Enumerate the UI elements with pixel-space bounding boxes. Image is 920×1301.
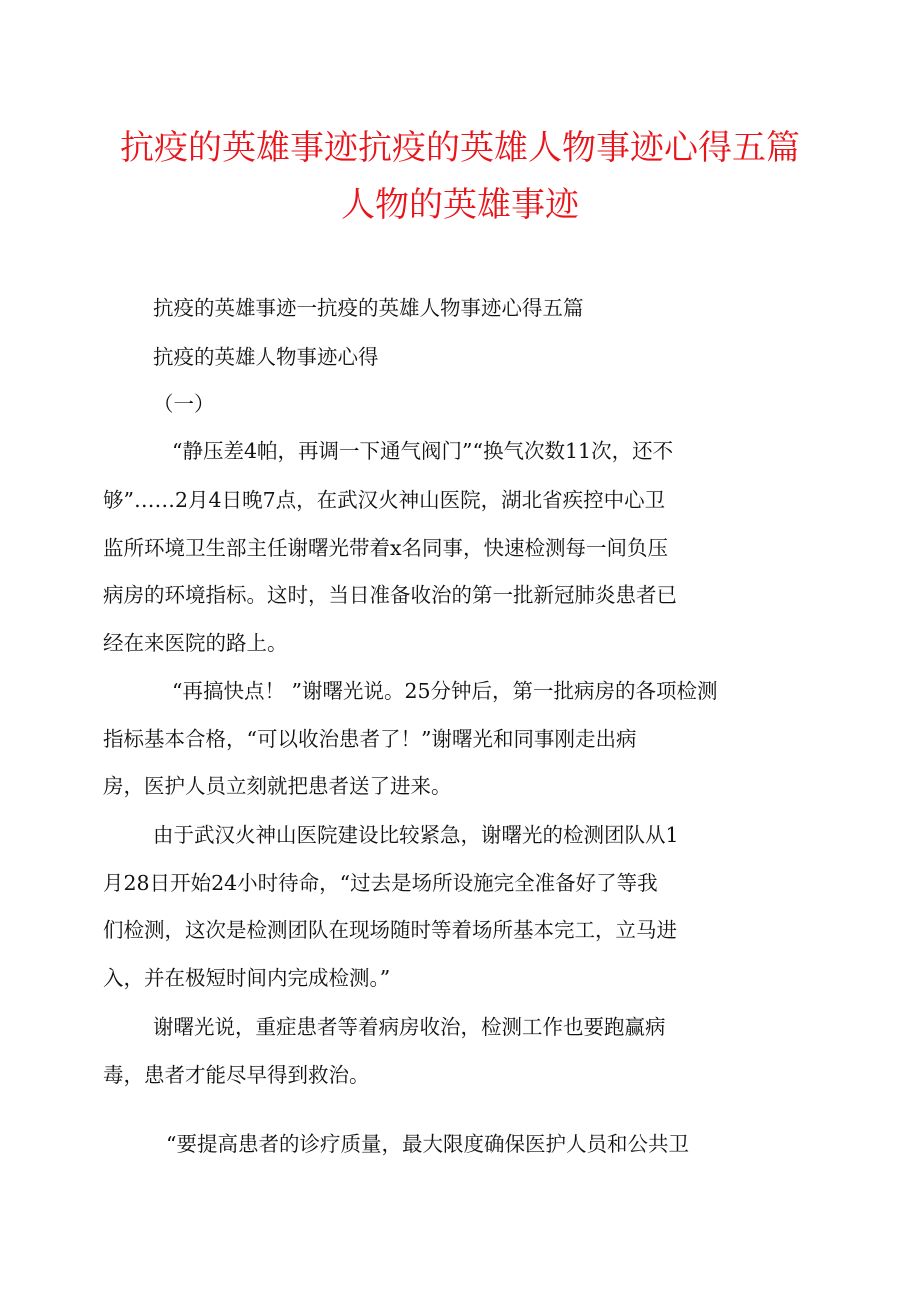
body-line-11: 房，医护人员立刻就把患者送了进来。 [103, 774, 452, 798]
document-title-line-1: 抗疫的英雄事迹抗疫的英雄人物事迹心得五篇 [120, 128, 800, 168]
body-line-2: 抗疫的英雄人物事迹心得 [153, 345, 379, 369]
body-line-7: 病房的环境指标。这时，当日准备收治的第一批新冠肺炎患者已 [103, 583, 677, 607]
body-line-9: “再搞快点！ ”谢曙光说。25分钟后，第一批病房的各项检测 [172, 679, 718, 703]
body-line-5: 够”……2月4日晚7点，在武汉火神山医院，湖北省疾控中心卫 [103, 488, 666, 512]
body-line-17: 毒，患者才能尽早得到救治。 [103, 1063, 370, 1087]
body-line-16: 谢曙光说，重症患者等着病房收治，检测工作也要跑赢病 [153, 1015, 666, 1039]
body-line-14: 们检测，这次是检测团队在现场随时等着场所基本完工，立马进 [103, 918, 677, 942]
body-line-3: （一） [153, 392, 215, 416]
body-line-15: 入，并在极短时间内完成检测。” [103, 966, 391, 990]
body-line-12: 由于武汉火神山医院建设比较紧急，谢曙光的检测团队从1 [153, 823, 679, 847]
body-line-6: 监所环境卫生部主任谢曙光带着x名同事，快速检测每一间负压 [103, 536, 669, 560]
body-line-10: 指标基本合格，“可以收治患者了！”谢曙光和同事刚走出病 [103, 727, 637, 751]
body-line-13: 月28日开始24小时待命，“过去是场所设施完全准备好了等我 [103, 871, 658, 895]
body-line-8: 经在来医院的路上。 [103, 631, 288, 655]
body-line-4: “静压差4帕，再调一下通气阀门”“换气次数11次，还不 [172, 439, 674, 463]
body-line-1: 抗疫的英雄事迹一抗疫的英雄人物事迹心得五篇 [153, 296, 584, 320]
body-line-18: “要提高患者的诊疗质量，最大限度确保医护人员和公共卫 [166, 1132, 689, 1156]
document-title-line-2: 人物的英雄事迹 [341, 185, 579, 225]
